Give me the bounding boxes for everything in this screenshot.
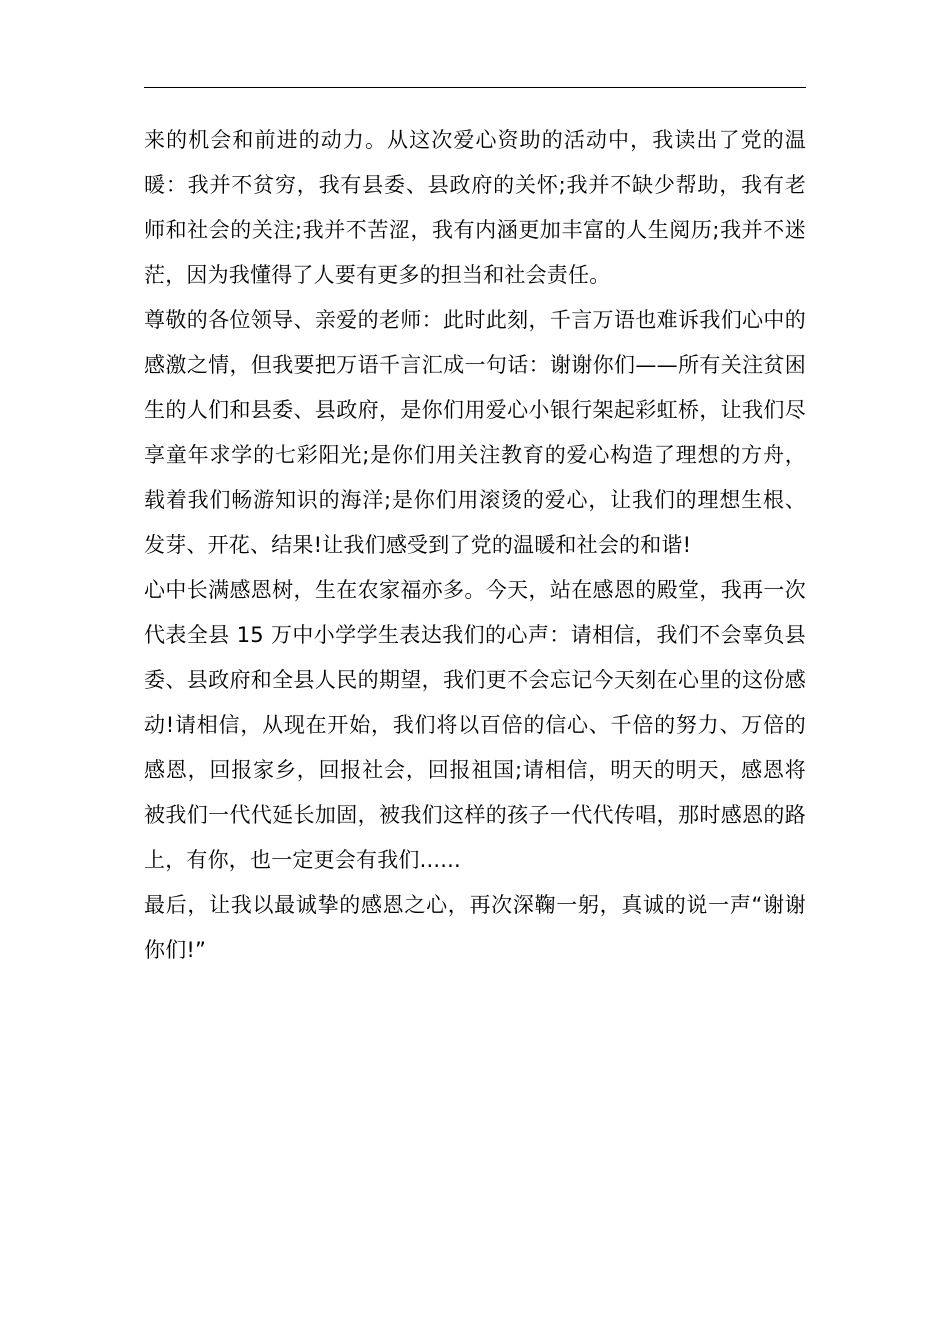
header-rule: [144, 87, 806, 88]
paragraph-3: 心中长满感恩树，生在农家福亦多。今天，站在感恩的殿堂，我再一次代表全县 15 万中小学学生表达我们的心声：请相信，我们不会辜负县委、县政府和全县人民的期望，我们更不会忘记今天刻在心里的这份感动!请相信，从现在开始，我们将以百倍的信心、千倍的努力、万倍的感恩，回报家乡，回报社会，回报祖国;请相信，明天的明天，感恩将被我们一代代延长加固，被我们这样的孩子一代代传唱，那时感恩的路上，有你，也一定更会有我们......: [144, 578, 806, 872]
paragraph-4: 最后，让我以最诚挚的感恩之心，再次深鞠一躬，真诚的说一声“谢谢你们!”: [144, 893, 806, 962]
paragraph-2: 尊敬的各位领导、亲爱的老师：此时此刻，千言万语也难诉我们心中的感激之情，但我要把万语千言汇成一句话：谢谢你们——所有关注贫困生的人们和县委、县政府，是你们用爱心小银行架起彩虹桥，让我们尽享童年求学的七彩阳光;是你们用关注教育的爱心构造了理想的方舟，载着我们畅游知识的海洋;是你们用滚烫的爱心，让我们的理想生根、发芽、开花、结果!让我们感受到了党的温暖和社会的和谐!: [144, 308, 806, 557]
paragraph-1: 来的机会和前进的动力。从这次爱心资助的活动中，我读出了党的温暖：我并不贫穷，我有县委、县政府的关怀;我并不缺少帮助，我有老师和社会的关注;我并不苦涩，我有内涵更加丰富的人生阅历;我并不迷茫，因为我懂得了人要有更多的担当和社会责任。: [144, 128, 806, 287]
document-body: [144, 118, 806, 973]
